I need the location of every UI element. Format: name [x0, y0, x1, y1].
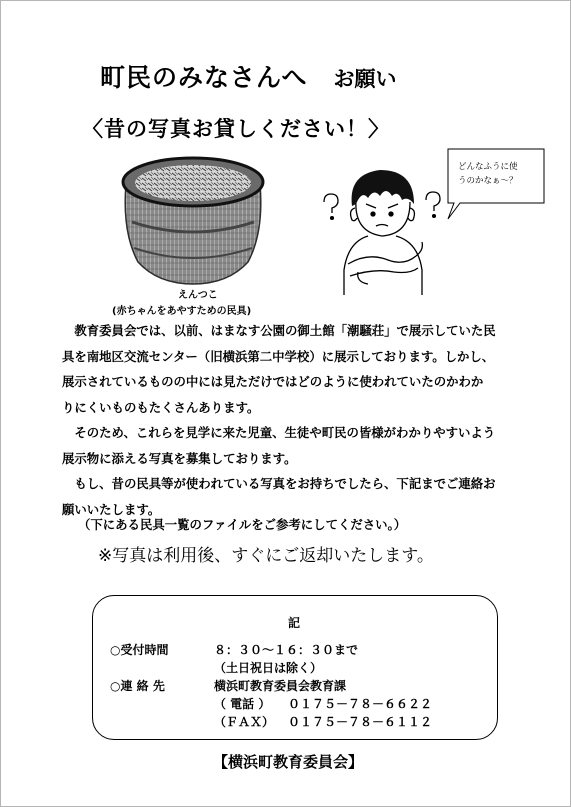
tel-value: ０１７５－７８－６６２２ [288, 697, 433, 711]
body-line: 教育委員会では、以前、はまなす公園の御土館「潮騒荘」で展示していた民 [62, 323, 496, 338]
return-notice: ※写真は利用後、すぐにご返却いたします。 [98, 546, 434, 566]
bubble-line-2: うのかなぁ～？ [458, 176, 518, 186]
title-sub: お願い [333, 67, 397, 91]
tel-label: （ 電話 ） [214, 697, 271, 711]
page-subtitle: 〈昔の写真お貸しください！〉 [82, 117, 390, 141]
body-line: そのため、これらを見学に来た児童、生徒や町民の皆様がわかりやすいよう [62, 425, 496, 440]
reception-label: ○受付時間 [110, 643, 169, 657]
speech-bubble-text [458, 160, 544, 188]
fax-label: （ＦＡＸ） [214, 715, 275, 729]
body-line: もし、昔の民具等が使われている写真をお持ちでしたら、下記までご連絡お [62, 476, 496, 491]
bubble-line-1: どんなふうに使 [458, 162, 518, 172]
reference-note: （下にある民具一覧のファイルをご参考にしてください。） [78, 517, 407, 532]
body-line: りにくいものもたくさんあります。 [62, 399, 260, 415]
basket-caption-name: えんつこ [178, 290, 218, 301]
body-line: 願いいたします。 [62, 501, 161, 517]
info-heading: 記 [288, 616, 301, 630]
thinking-boy-illustration [318, 160, 448, 295]
body-line: 具を南地区交流センター（旧横浜第二中学校）に展示しております。しかし、 [62, 348, 495, 364]
body-line: 展示物に添える写真を募集しております。 [62, 450, 297, 466]
body-text [62, 318, 530, 522]
page-title [100, 58, 397, 94]
reception-value: ８：３０～１６：３０まで [214, 643, 359, 657]
reception-note: （土日祝日は除く） [214, 661, 323, 675]
body-line: 展示されているものの中には見ただけではどのように使われていたのかわか [62, 374, 484, 389]
basket-illustration [118, 152, 268, 287]
fax-value: ０１７５－７８－６１１２ [288, 715, 433, 729]
footer-org: 【横浜町教育委員会】 [213, 753, 364, 771]
title-main: 町民のみなさんへ [100, 63, 308, 92]
basket-caption-desc: (赤ちゃんをあやすための民具) [112, 306, 252, 317]
contact-label: ○連 絡 先 [110, 679, 165, 693]
contact-value: 横浜町教育委員会教育課 [214, 679, 347, 693]
